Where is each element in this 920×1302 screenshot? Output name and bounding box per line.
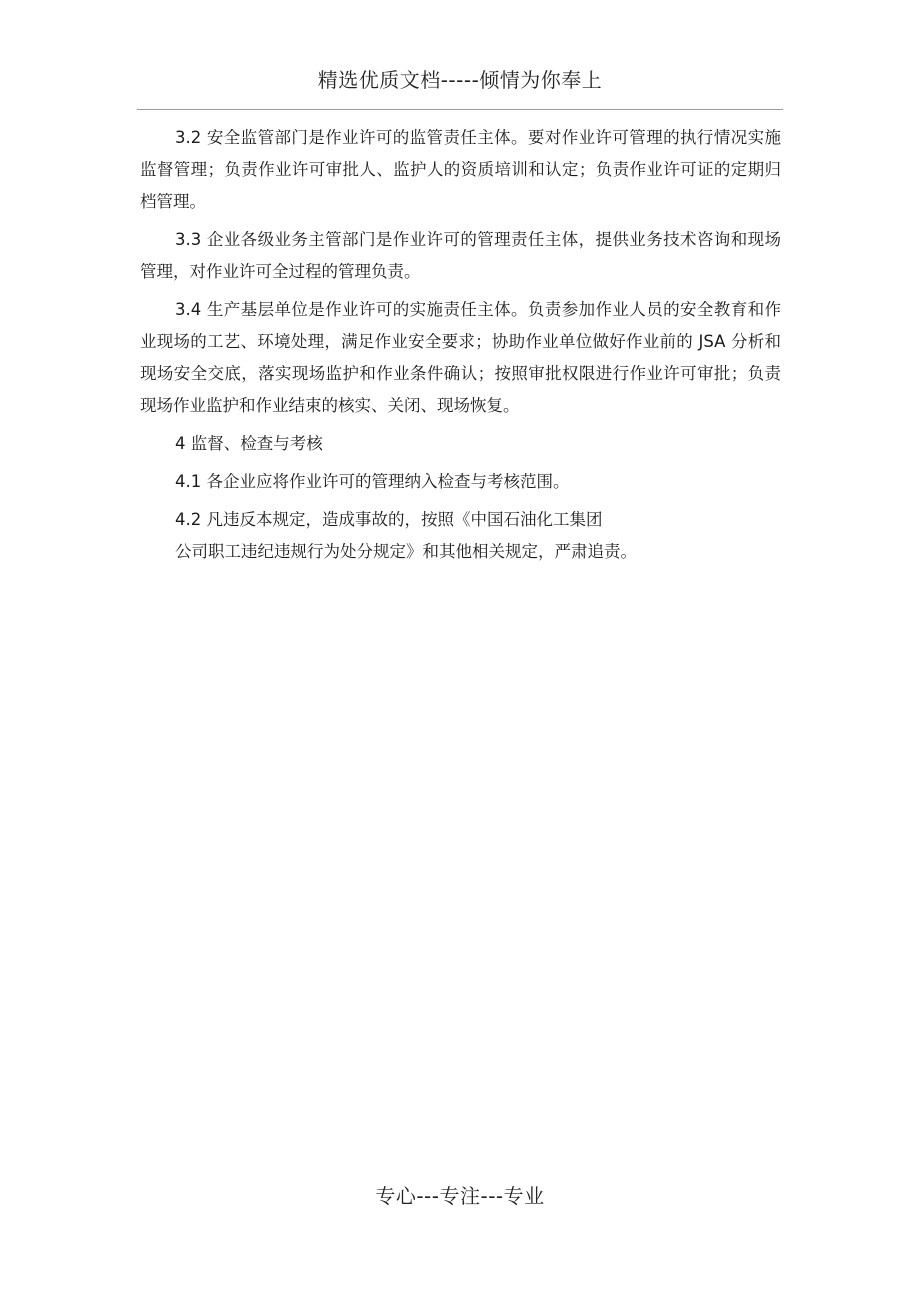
paragraph-3-3: 3.3 企业各级业务主管部门是作业许可的管理责任主体，提供业务技术咨询和现场管理，对作业许可全过程的管理负责。 (140, 230, 781, 281)
page-footer: 专心---专注---专业 (375, 1184, 545, 1208)
paragraph-3-4: 3.4 生产基层单位是作业许可的实施责任主体。负责参加作业人员的安全教育和作业现场的工艺、环境处理，满足作业安全要求；协助作业单位做好作业前的 JSA 分析和现场安全交底，落实现场监护和作业条件确认；按照审批权限进行作业许可审批；负责现场作业监护和作业结束的核实、关闭、现场恢复。 (140, 300, 781, 415)
page-header: 精选优质文档-----倾情为你奉上 (317, 68, 603, 92)
header-divider (137, 109, 783, 110)
paragraph-3-2: 3.2 安全监管部门是作业许可的监管责任主体。要对作业许可管理的执行情况实施监督管理；负责作业许可审批人、监护人的资质培训和认定；负责作业许可证的定期归档管理。 (140, 128, 781, 211)
paragraph-4-2-line-2: 公司职工违纪违规行为处分规定》和其他相关规定，严肃追责。 (175, 542, 637, 561)
section-heading-4: 4 监督、检查与考核 (175, 434, 323, 453)
document-body (140, 122, 781, 574)
paragraph-4-1: 4.1 各企业应将作业许可的管理纳入检查与考核范围。 (175, 472, 570, 491)
paragraph-4-2-line-1: 4.2 凡违反本规定，造成事故的，按照《中国石油化工集团 (175, 510, 603, 529)
